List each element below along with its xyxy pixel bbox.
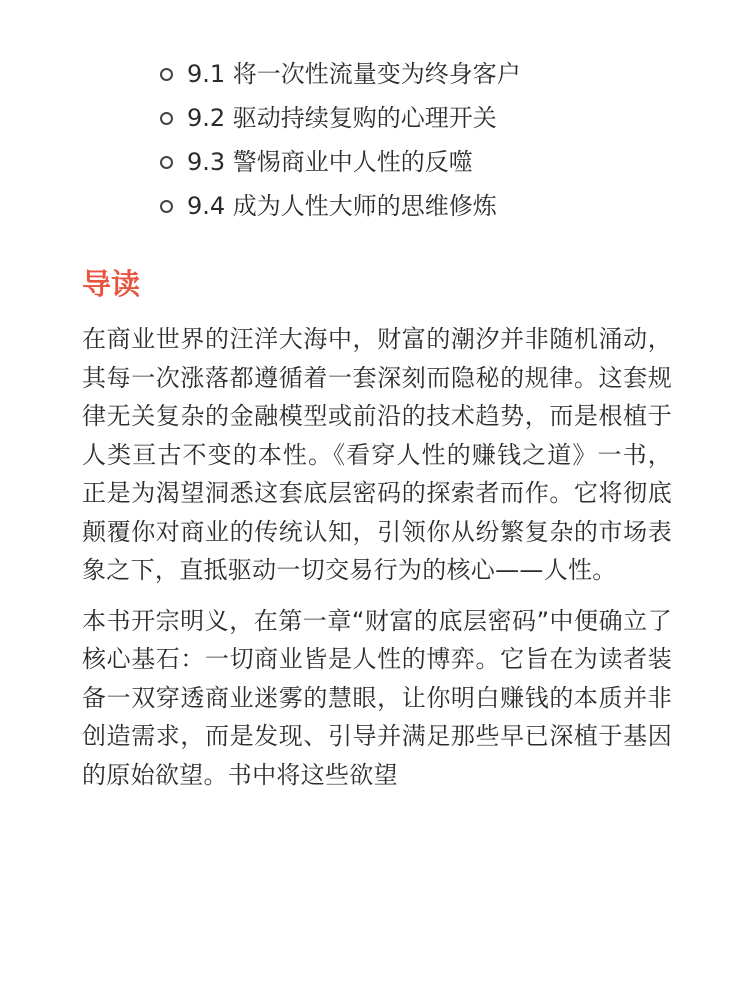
body-paragraph: 在商业世界的汪洋大海中，财富的潮汐并非随机涌动，其每一次涨落都遵循着一套深刻而隐秘的规律。这套规律无关复杂的金融模型或前沿的技术趋势，而是根植于人类亘古不变的本性。《看穿人性的赚钱之道》一书，正是为渴望洞悉这套底层密码的探索者而作。它将彻底颠覆你对商业的传统认知，引领你从纷繁复杂的市场表象之下，直抵驱动一切交易行为的核心——人性。 xyxy=(82,325,672,584)
hollow-circle-bullet-icon xyxy=(160,112,173,125)
toc-item xyxy=(160,52,672,96)
toc-item-text: 9.1 将一次性流量变为终身客户 xyxy=(187,60,521,88)
toc-item-text: 9.4 成为人性大师的思维修炼 xyxy=(187,192,497,220)
body-paragraph: 本书开宗明义，在第一章“财富的底层密码”中便确立了核心基石：一切商业皆是人性的博弈。它旨在为读者装备一双穿透商业迷雾的慧眼，让你明白赚钱的本质并非创造需求，而是发现、引导并满足那些早已深植于基因的原始欲望。书中将这些欲望 xyxy=(82,606,672,789)
toc-item xyxy=(160,96,672,140)
document-content xyxy=(82,52,672,806)
hollow-circle-bullet-icon xyxy=(160,200,173,213)
toc-item xyxy=(160,140,672,184)
table-of-contents-sublist xyxy=(82,52,672,228)
toc-item-text: 9.3 警惕商业中人性的反噬 xyxy=(187,148,473,176)
toc-item-text: 9.2 驱动持续复购的心理开关 xyxy=(187,104,497,132)
hollow-circle-bullet-icon xyxy=(160,156,173,169)
toc-item xyxy=(160,184,672,228)
hollow-circle-bullet-icon xyxy=(160,68,173,81)
section-heading: 导读 xyxy=(82,267,141,301)
